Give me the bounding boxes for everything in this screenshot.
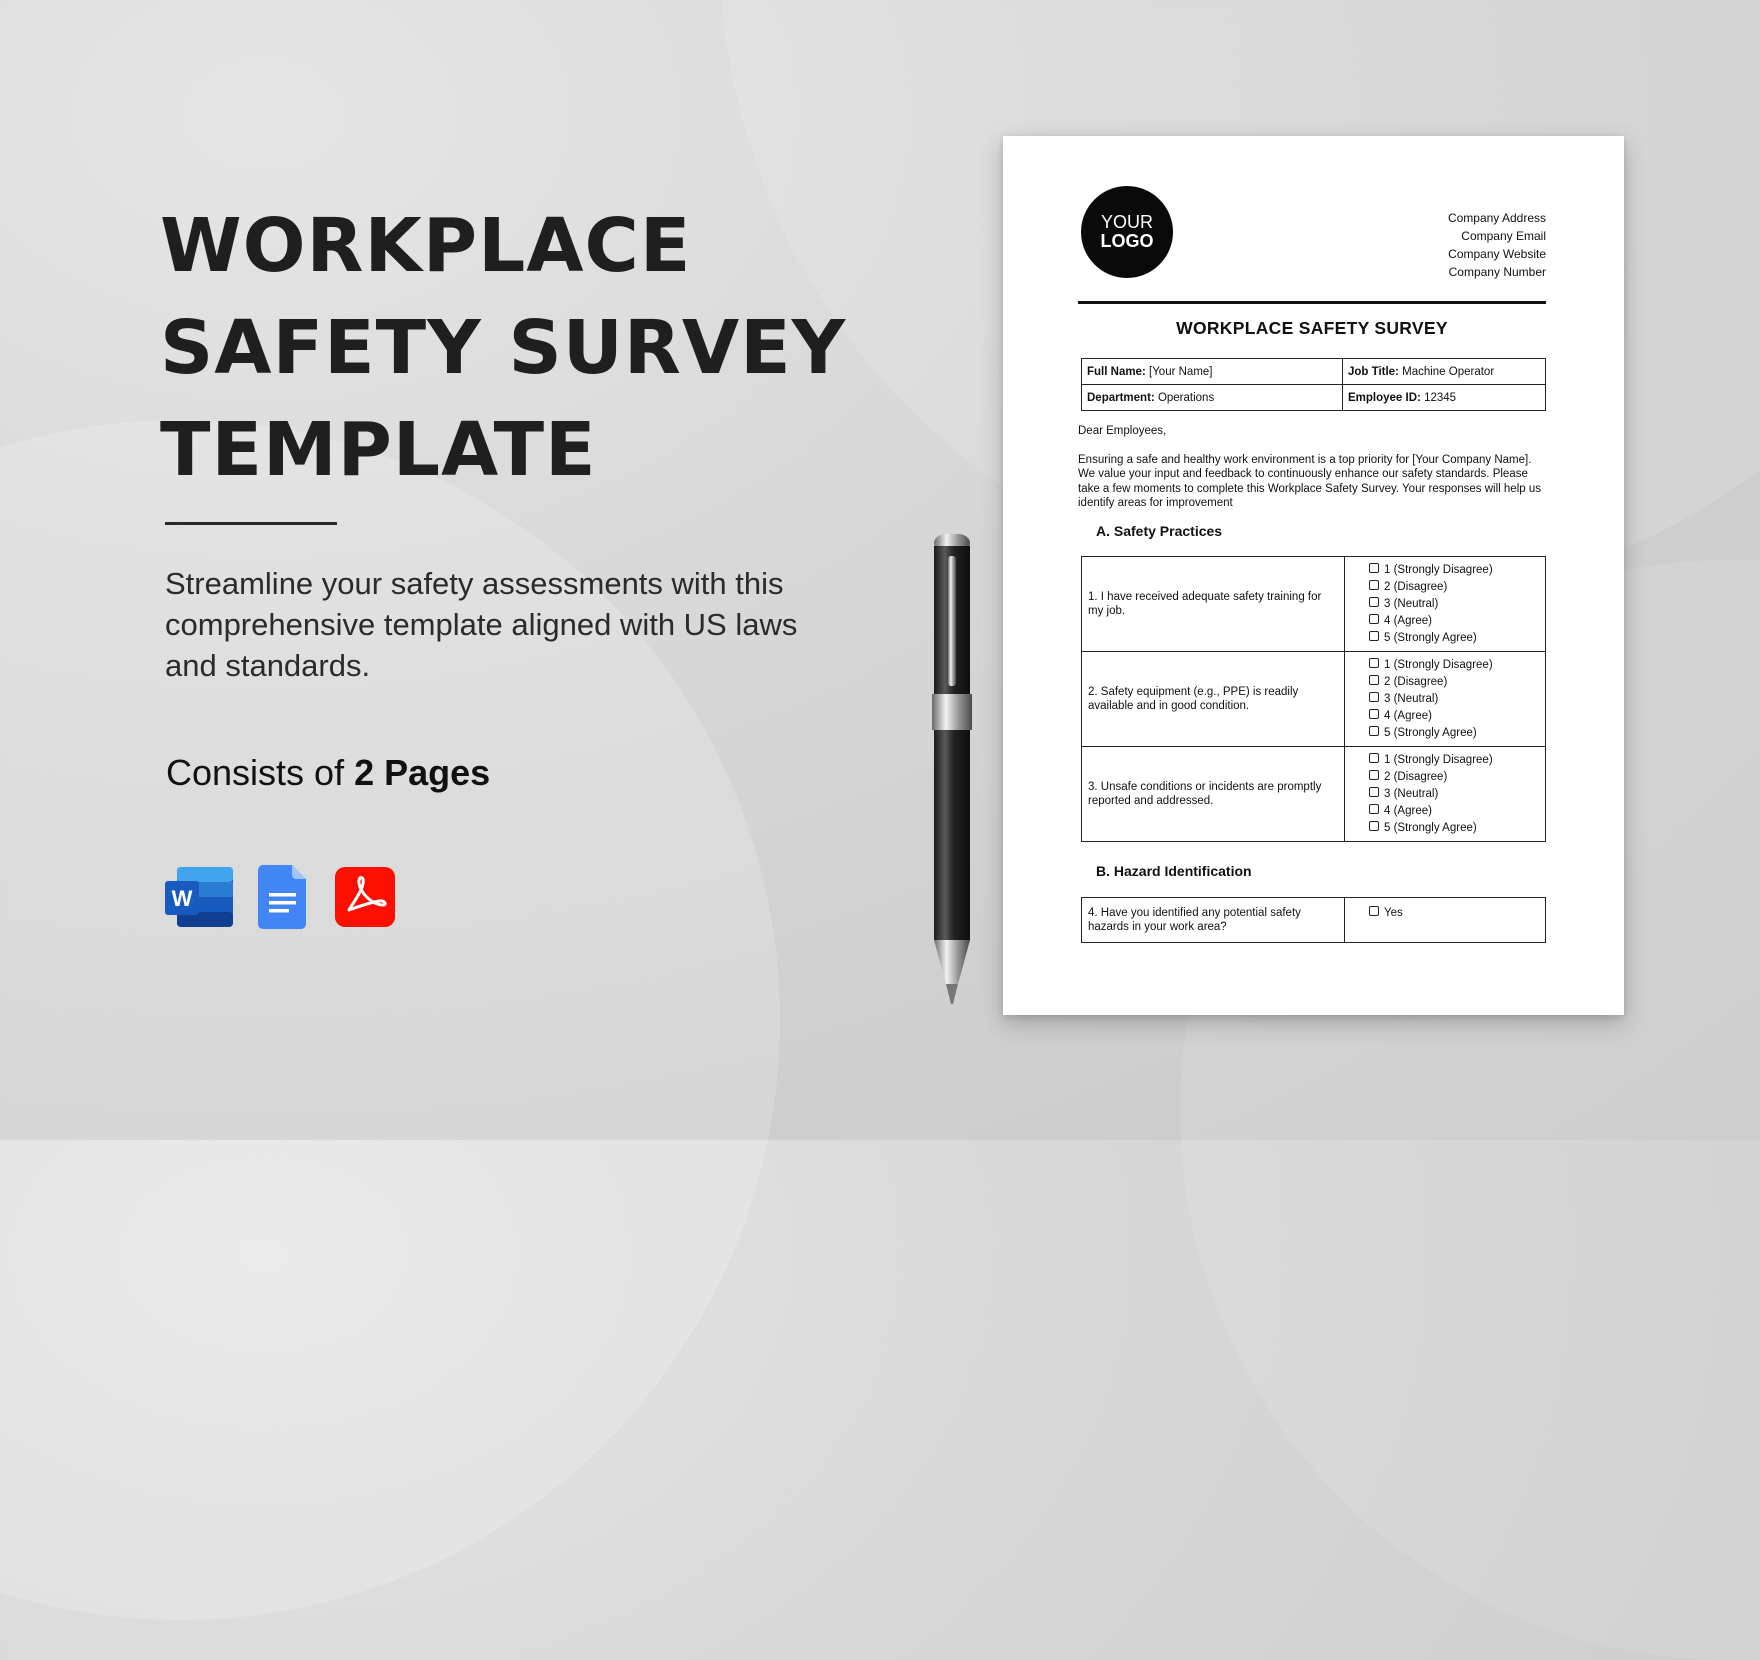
option-label: 2 (Disagree) [1384, 771, 1448, 783]
answer-option[interactable] [1369, 803, 1545, 820]
answer-option[interactable] [1369, 708, 1545, 725]
promo-description: Streamline your safety assessments with this comprehensive template aligned with US laws and standards. [165, 566, 798, 683]
logo-text: LOGO [1100, 231, 1154, 251]
info-value: Machine Operator [1402, 365, 1495, 378]
option-label: 1 (Strongly Disagree) [1384, 564, 1493, 576]
headline-divider [165, 522, 337, 525]
checkbox[interactable] [1369, 614, 1379, 624]
option-label: 5 (Strongly Agree) [1384, 727, 1477, 739]
answer-options [1345, 747, 1546, 842]
intro-letter [1078, 424, 1544, 525]
option-label: 2 (Disagree) [1384, 676, 1448, 688]
question-text: 3. Unsafe conditions or incidents are promptly reported and addressed. [1082, 747, 1345, 842]
checkbox[interactable] [1369, 726, 1379, 736]
answer-option[interactable] [1369, 752, 1545, 769]
question-text: 4. Have you identified any potential safety hazards in your work area? [1082, 898, 1345, 943]
answer-option[interactable] [1369, 786, 1545, 803]
answer-options [1345, 557, 1546, 652]
answer-options [1345, 898, 1546, 943]
question-row [1082, 747, 1546, 842]
checkbox[interactable] [1369, 753, 1379, 763]
checkbox[interactable] [1369, 597, 1379, 607]
checkbox[interactable] [1369, 658, 1379, 668]
answer-option[interactable] [1369, 579, 1545, 596]
checkbox[interactable] [1369, 770, 1379, 780]
checkbox[interactable] [1369, 675, 1379, 685]
answer-option[interactable] [1369, 630, 1545, 647]
checkbox[interactable] [1369, 804, 1379, 814]
intro-paragraph: Ensuring a safe and healthy work environment is a top priority for [Your Company Name]. We value your input and feedback to continuously enhance our safety standards. Please take a few moments to complete this Workplace Safety Survey. Your responses will help us identify areas for improvement [1078, 453, 1541, 509]
header-rule [1078, 301, 1546, 304]
answer-option[interactable] [1369, 657, 1545, 674]
employee-info-table [1081, 358, 1546, 411]
info-value: Operations [1157, 391, 1215, 404]
option-label: 1 (Strongly Disagree) [1384, 754, 1493, 766]
section-heading-b: B. Hazard Identification [1096, 863, 1252, 879]
option-label: Yes [1384, 906, 1403, 919]
info-cell [1343, 359, 1546, 385]
option-label: 5 (Strongly Agree) [1384, 632, 1477, 644]
hazard-identification-table [1081, 897, 1546, 943]
promo-headline [160, 195, 846, 501]
answer-option[interactable] [1369, 596, 1545, 613]
option-label: 2 (Disagree) [1384, 581, 1448, 593]
safety-practices-table [1081, 556, 1546, 842]
option-label: 4 (Agree) [1384, 615, 1432, 627]
info-cell [1082, 359, 1343, 385]
answer-option[interactable] [1369, 820, 1545, 837]
info-label: Job Title: [1348, 365, 1399, 378]
page-count-prefix: Consists of [166, 752, 345, 793]
option-label: 4 (Agree) [1384, 710, 1432, 722]
question-row [1082, 652, 1546, 747]
section-heading-a: A. Safety Practices [1096, 523, 1223, 539]
info-value: [Your Name] [1149, 365, 1213, 378]
logo-placeholder [1081, 186, 1173, 278]
checkbox[interactable] [1369, 692, 1379, 702]
greeting: Dear Employees, [1078, 425, 1167, 437]
svg-text:W: W [171, 886, 193, 911]
info-cell [1082, 385, 1343, 411]
pdf-icon[interactable] [335, 865, 395, 929]
info-label: Employee ID: [1348, 391, 1421, 404]
page-count [166, 752, 490, 794]
info-label: Full Name: [1087, 365, 1146, 378]
answer-option[interactable] [1369, 769, 1545, 786]
answer-options [1345, 652, 1546, 747]
pen-image [928, 534, 976, 1010]
info-value: 12345 [1424, 391, 1457, 404]
answer-option[interactable] [1369, 691, 1545, 708]
answer-option[interactable] [1369, 613, 1545, 630]
option-label: 5 (Strongly Agree) [1384, 822, 1477, 834]
document-preview [1003, 136, 1624, 1015]
logo-text: YOUR [1100, 212, 1153, 232]
document-title: WORKPLACE SAFETY SURVEY [1176, 318, 1448, 338]
option-label: 4 (Agree) [1384, 805, 1432, 817]
checkbox[interactable] [1369, 631, 1379, 641]
question-text: 2. Safety equipment (e.g., PPE) is readily available and in good condition. [1082, 652, 1345, 747]
headline-line: WORKPLACE [160, 203, 692, 289]
company-email: Company Email [1461, 229, 1546, 243]
option-label: 3 (Neutral) [1384, 788, 1439, 800]
word-icon[interactable] [163, 865, 235, 929]
answer-option[interactable] [1369, 674, 1545, 691]
checkbox[interactable] [1369, 563, 1379, 573]
headline-line: TEMPLATE [160, 407, 597, 493]
question-text: 1. I have received adequate safety training for my job. [1082, 557, 1345, 652]
option-label: 3 (Neutral) [1384, 598, 1439, 610]
info-cell [1343, 385, 1546, 411]
headline-line: SAFETY SURVEY [160, 305, 847, 391]
company-address: Company Address [1447, 211, 1546, 225]
checkbox[interactable] [1369, 787, 1379, 797]
company-details [1448, 209, 1546, 281]
info-label: Department: [1087, 391, 1155, 404]
company-number: Company Number [1448, 265, 1546, 279]
question-row [1082, 557, 1546, 652]
checkbox[interactable] [1369, 580, 1379, 590]
answer-option[interactable] [1369, 562, 1545, 579]
page-count-value: 2 Pages [354, 752, 491, 793]
option-label: 1 (Strongly Disagree) [1384, 659, 1493, 671]
checkbox[interactable] [1369, 821, 1379, 831]
question-row [1082, 898, 1546, 943]
answer-option[interactable] [1369, 725, 1545, 742]
checkbox[interactable] [1369, 906, 1379, 916]
checkbox[interactable] [1369, 709, 1379, 719]
company-website: Company Website [1448, 247, 1546, 261]
option-label: 3 (Neutral) [1384, 693, 1439, 705]
answer-option[interactable] [1369, 904, 1545, 921]
google-docs-icon[interactable] [258, 865, 308, 929]
